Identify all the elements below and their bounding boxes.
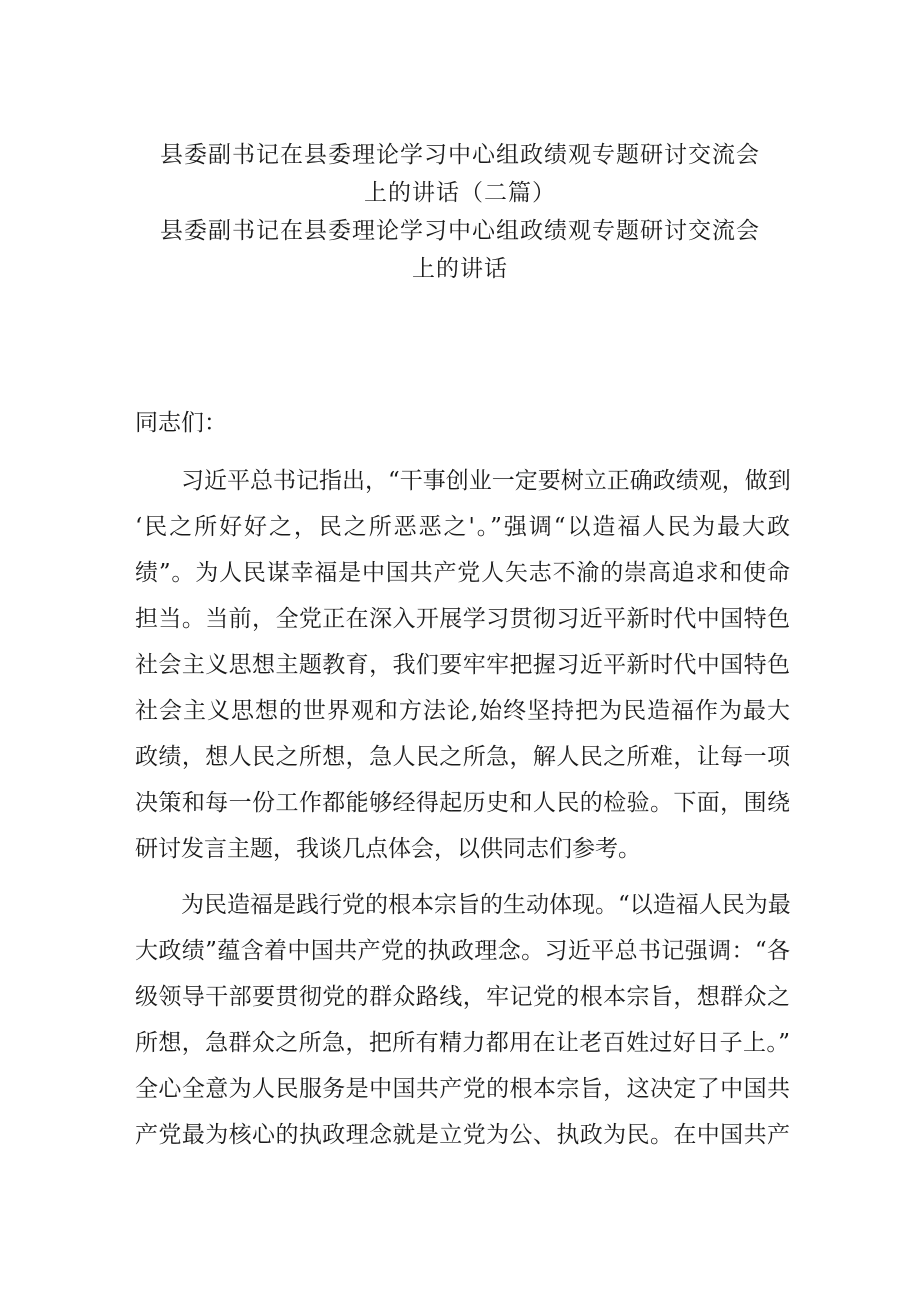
title-line: 县委副书记在县委理论学习中心组政绩观专题研讨交流会 [160, 142, 760, 168]
paragraph-2 [135, 882, 790, 1158]
title-line: 上的讲话 [412, 256, 508, 282]
paragraph-line: ‘民之所好好之，民之所恶恶之'。”强调“以造福人民为最大政 [135, 514, 790, 540]
paragraph-line: 大政绩”蕴含着中国共产党的执政理念。习近平总书记强调：“各 [135, 938, 790, 964]
document-body [135, 400, 790, 1168]
paragraph-1 [135, 458, 790, 872]
title-line: 县委副书记在县委理论学习中心组政绩观专题研讨交流会 [160, 218, 760, 244]
paragraph-line: 级领导干部要贯彻党的群众路线，牢记党的根本宗旨，想群众之 [135, 984, 790, 1010]
salutation: 同志们： [135, 410, 227, 436]
paragraph-line: 全心全意为人民服务是中国共产党的根本宗旨，这决定了中国共 [135, 1076, 790, 1102]
paragraph-line: 决策和每一份工作都能够经得起历史和人民的检验。下面，围绕 [135, 790, 790, 816]
paragraph-line: 社会主义思想主题教育，我们要牢牢把握习近平新时代中国特色 [135, 652, 790, 678]
paragraph-line: 习近平总书记指出，“干事创业一定要树立正确政绩观，做到 [181, 468, 791, 494]
paragraph-line: 社会主义思想的世界观和方法论,始终坚持把为民造福作为最大 [135, 698, 790, 724]
document-title [120, 136, 800, 288]
paragraph-line: 政绩，想人民之所想，急人民之所急，解人民之所难，让每一项 [135, 744, 790, 770]
paragraph-line: 绩”。为人民谋幸福是中国共产党人矢志不渝的崇高追求和使命 [135, 560, 790, 586]
paragraph-line: 产党最为核心的执政理念就是立党为公、执政为民。在中国共产 [135, 1122, 790, 1148]
paragraph-line: 研讨发言主题，我谈几点体会，以供同志们参考。 [135, 836, 641, 862]
paragraph-line: 担当。当前，全党正在深入开展学习贯彻习近平新时代中国特色 [135, 606, 790, 632]
paragraph-line: 所想，急群众之所急，把所有精力都用在让老百姓过好日子上。” [135, 1030, 790, 1056]
paragraph-line: 为民造福是践行党的根本宗旨的生动体现。“以造福人民为最 [181, 892, 791, 918]
title-line: 上的讲话（二篇） [364, 180, 556, 206]
